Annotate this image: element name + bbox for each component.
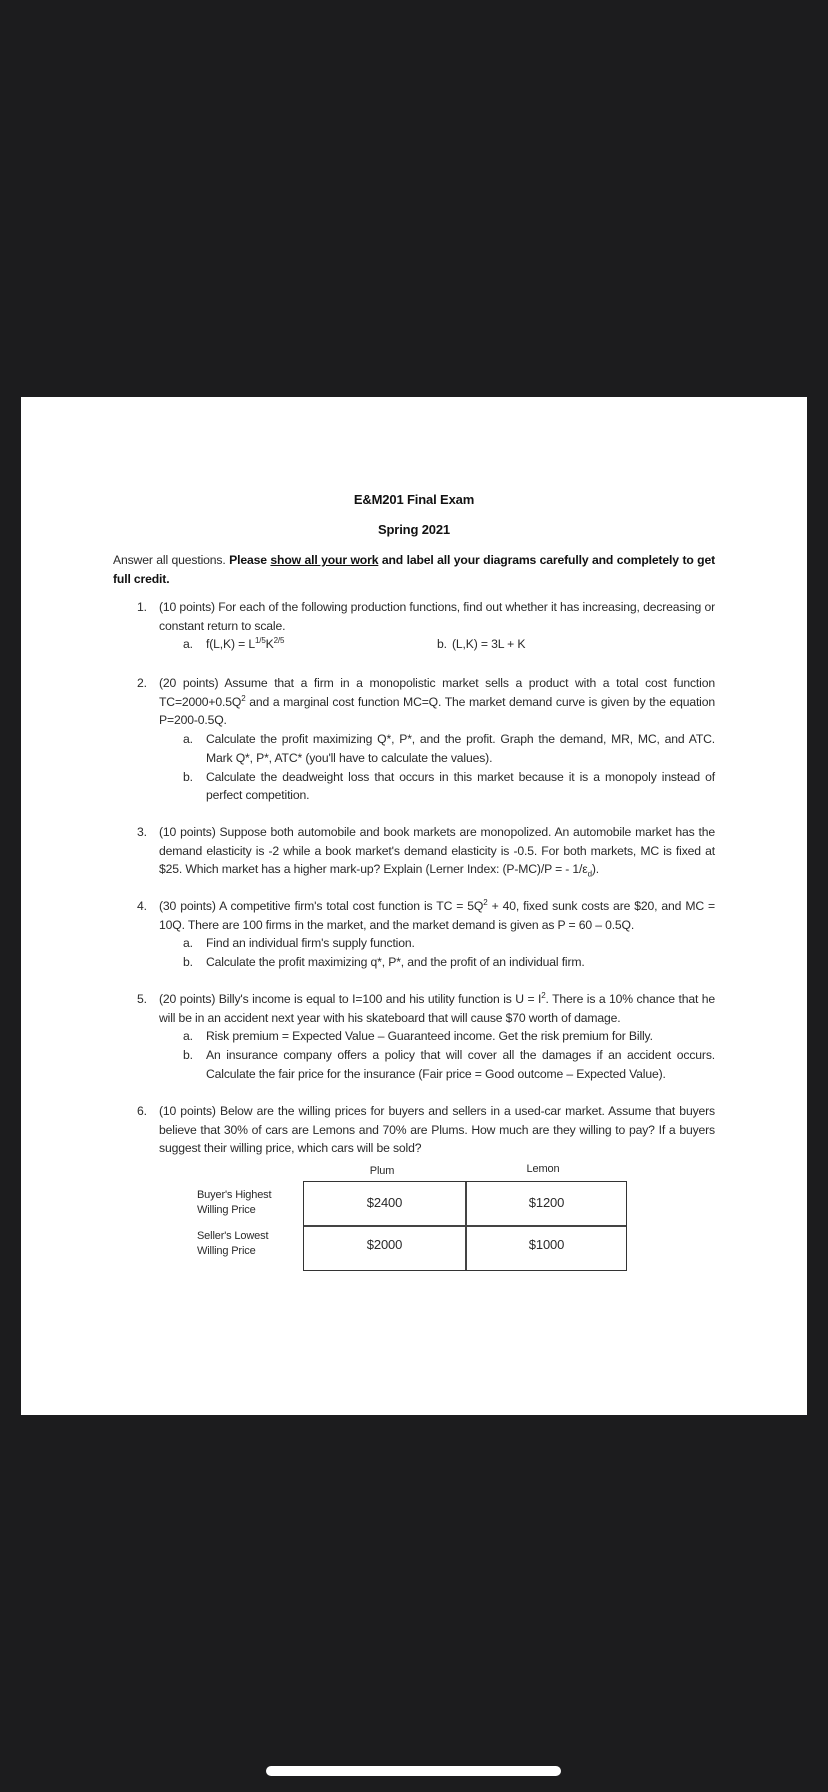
question-number: 2. [137,676,147,690]
instructions [113,551,715,588]
exponent: 2/5 [273,636,285,646]
question-text [159,897,715,934]
table-divider [304,1225,626,1227]
instructions-underlined: show all your work [270,553,379,567]
text-post: . There is a 10% chance that he will be in an accident next year with his skateboard that will cause $70 worth of damage. [159,992,715,1025]
part-label: a. [183,732,193,747]
part-text: Risk premium = Expected Value – Guaranteed income. Get the risk premium for Billy. [206,1029,653,1044]
part-text: (L,K) = 3L + K [452,637,526,652]
row-label-line: Seller's Lowest [197,1230,269,1242]
part-label: a. [183,637,193,652]
row-label-line: Willing Price [197,1245,256,1257]
question-text: (10 points) For each of the following production functions, find out whether it has increasing, decreasing or constant return to scale. [159,600,715,633]
text-post: and a marginal cost function MC=Q. The market demand curve is given by the equation P=200-0.5Q. [159,694,715,728]
home-indicator[interactable] [266,1766,561,1776]
question-number: 5. [137,992,147,1006]
text-pre: (30 points) A competitive firm's total cost function is TC = 5Q [159,899,484,913]
row-label-seller [197,1229,268,1259]
formula-mid: K [265,637,274,652]
document-page [21,397,807,1415]
question-number: 6. [137,1104,147,1118]
table-cell: $1000 [528,1237,565,1252]
text-pre: (20 points) Billy's income is equal to I=100 and his utility function is U = I [159,992,542,1006]
question-text [159,674,715,730]
text-post: + 40, fixed sunk costs are $20, and MC = 10Q. There are 100 firms in the market, and the market demand is given as P = 60 – 0.5Q. [159,899,715,932]
formula-base: f(L,K) = L [206,637,255,652]
part-label: b. [437,637,447,652]
part-label: a. [183,936,193,951]
column-header-plum: Plum [369,1165,395,1177]
exponent: 2 [241,693,246,703]
part-label: b. [183,1048,193,1063]
instructions-bold-prefix: Please [229,553,271,567]
question-text [159,990,715,1027]
text-pre: (20 points) Assume that a firm in a monopolistic market sells a product with a total cost function TC=2000+0.5Q [159,676,715,709]
table-cell: $2000 [366,1237,403,1252]
instructions-bold-suffix: and label all your diagrams carefully and completely to get full credit. [113,553,716,586]
question-text: (10 points) Below are the willing prices for buyers and sellers in a used-car market. Assume that buyers believe that 30% of cars are Lemons and 70% are Plums. How much are they willing to pay? If a buyers suggest their willing price, which cars will be sold? [159,1104,715,1156]
row-label-buyer [197,1188,271,1218]
part-text: Calculate the deadweight loss that occurs in this market because it is a monopoly instead of perfect competition. [206,769,715,803]
table-cell: $1200 [528,1195,565,1210]
part-text: An insurance company offers a policy that will cover all the damages if an accident occurs. Calculate the fair price for the insurance (Fair price = Good outcome – Expected Value). [206,1048,715,1081]
part-text: Find an individual firm's supply function. [206,936,415,951]
question-number: 1. [137,600,147,614]
part-label: a. [183,1029,193,1044]
part-text: Calculate the profit maximizing q*, P*, and the profit of an individual firm. [206,955,585,970]
row-label-line: Buyer's Highest [197,1189,272,1201]
page-title: E&M201 Final Exam [353,492,475,507]
exponent: 1/5 [254,636,266,646]
text-pre: (10 points) Suppose both automobile and book markets are monopolized. An automobile market has the demand elasticity is -2 while a book market's demand elasticity is -0.5. For both markets, MC is fixed at $25. Which market has a higher mark-up? Explain (Lerner Index: (P-MC)/P = - 1/ε [159,825,715,877]
question-number: 3. [137,825,147,839]
part-label: b. [183,955,193,970]
question-text [159,823,715,879]
row-label-line: Willing Price [197,1204,256,1216]
table-cell: $2400 [366,1195,403,1210]
text-post: ). [591,862,600,877]
part-text: Calculate the profit maximizing Q*, P*, and the profit. Graph the demand, MR, MC, and ATC. Mark Q*, P*, ATC* (you'll have to calculate the values). [206,732,715,765]
exponent: 2 [483,897,488,907]
exponent: 2 [541,990,546,1000]
page-subtitle: Spring 2021 [377,522,451,537]
instructions-plain: Answer all questions. [113,553,230,567]
part-label: b. [183,769,193,784]
exam-document [21,397,807,1415]
column-header-lemon: Lemon [526,1163,560,1175]
subscript: d [587,869,592,879]
price-table [303,1181,627,1271]
question-number: 4. [137,899,147,913]
